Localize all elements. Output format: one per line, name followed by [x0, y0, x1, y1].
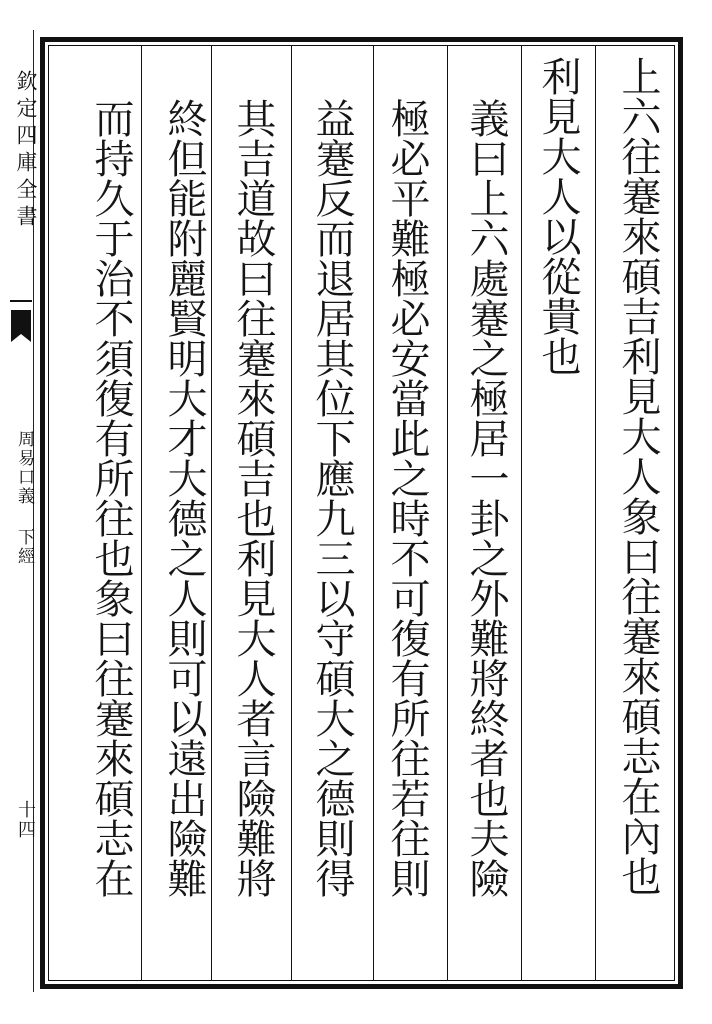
column-divider [373, 45, 374, 981]
chapter-title: 周易口義 下經 [14, 430, 34, 566]
text-column-1: 上六往蹇來碩吉利見大人象曰往蹇來碩志在內也 [615, 56, 661, 896]
text-column-7: 終但能附麗賢明大才大德之人則可以遠出險難 [161, 98, 207, 898]
text-column-3: 義曰上六處蹇之極居一卦之外難將終者也夫險 [463, 98, 509, 898]
text-column-8: 而持久于治不須復有所往也象曰往蹇來碩志在 [88, 98, 134, 898]
column-divider [141, 45, 142, 981]
column-divider [447, 45, 448, 981]
fishtail-mark-icon [10, 300, 32, 346]
text-column-5: 益蹇反而退居其位下應九三以守碩大之德則得 [309, 98, 355, 898]
column-divider [291, 45, 292, 981]
text-column-2: 利見大人以從貴也 [535, 56, 581, 376]
text-column-4: 極必平難極必安當此之時不可復有所往若往則 [384, 98, 430, 898]
page-number: 十四 [15, 800, 36, 840]
column-divider [211, 45, 212, 981]
text-column-6: 其吉道故曰往蹇來碩吉也利見大人者言險難將 [230, 98, 276, 898]
column-divider [595, 45, 596, 981]
column-divider [521, 45, 522, 981]
book-title: 欽定四庫全書 [14, 70, 38, 232]
